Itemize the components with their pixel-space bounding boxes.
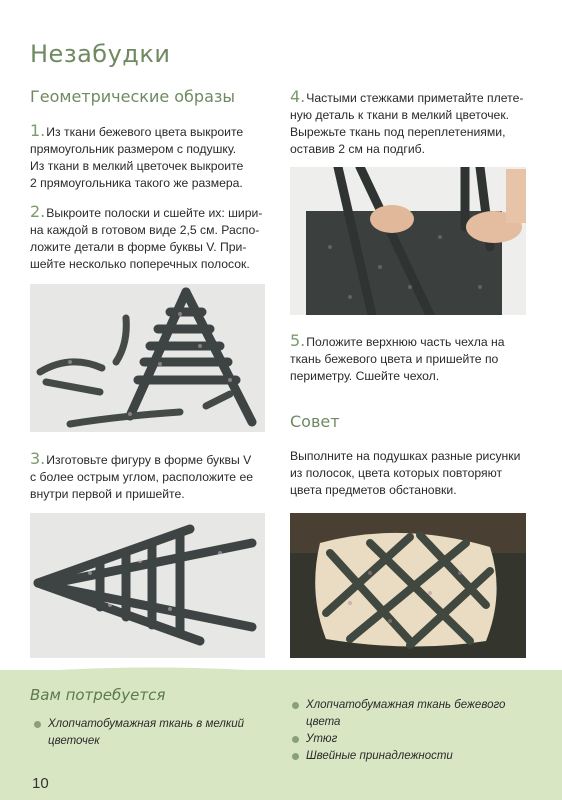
step-number: 1. <box>30 121 46 140</box>
step-text-line: ложите детали в форме буквы V. При- <box>30 240 247 254</box>
step-text-line: Выкроите полоски и сшейте их: шири- <box>46 206 263 220</box>
cushion-illustration <box>290 513 526 658</box>
requirement-item: Утюг <box>290 731 505 748</box>
step-text-line: Вырежьте ткань под переплетениями, <box>290 125 506 139</box>
step-text-line: Частыми стежками приметайте плете- <box>306 91 524 105</box>
requirements-list-right <box>290 697 505 765</box>
step-number: 4. <box>290 87 306 106</box>
tip-text-line: Выполните на подушках разные рисунки <box>290 449 521 463</box>
requirement-item: Швейные принадлежности <box>290 748 505 765</box>
page-title: Незабудки <box>30 40 171 68</box>
step-number: 5. <box>290 331 306 350</box>
requirement-item: Хлопчатобумажная ткань бежевого цвета <box>290 697 505 731</box>
requirements-title: Вам потребуется <box>30 686 166 704</box>
step-text-line: Положите верхнюю часть чехла на <box>306 335 505 349</box>
step-2 <box>30 203 262 273</box>
tip-title: Совет <box>290 412 340 431</box>
step-5 <box>290 332 505 385</box>
step-number: 2. <box>30 202 46 221</box>
section-subtitle: Геометрические образы <box>30 87 236 106</box>
step-text-line: с более острым углом, расположите ее <box>30 470 254 484</box>
step-number: 3. <box>30 449 46 468</box>
step-text-line: Изготовьте фигуру в форме буквы V <box>46 453 252 467</box>
step-text-line: прямоугольник размером с подушку. <box>30 142 237 156</box>
photo-woven-v <box>30 513 265 658</box>
step-text-line: 2 прямоугольника такого же размера. <box>30 176 243 190</box>
step-4 <box>290 88 523 158</box>
step-text-line: шейте несколько поперечных полосок. <box>30 257 250 271</box>
tip-text-line: цвета предметов обстановки. <box>290 483 457 497</box>
step-text-line: ную деталь к ткани в мелкий цветочек. <box>290 108 510 122</box>
tip-text <box>290 448 520 499</box>
photo-v-ladder <box>30 284 265 432</box>
fabric-v-shape-illustration <box>30 284 265 432</box>
step-text-line: ткань бежевого цвета и пришейте по <box>290 352 499 366</box>
step-text-line: внутри первой и пришейте. <box>30 487 185 501</box>
page-number: 10 <box>32 775 49 792</box>
step-text-line: Из ткани бежевого цвета выкроите <box>46 125 244 139</box>
tip-text-line: из полосок, цвета которых повторяют <box>290 466 503 480</box>
pinning-illustration <box>290 167 526 315</box>
step-3 <box>30 450 253 503</box>
requirement-item: Хлопчатобумажная ткань в мелкий цветочек <box>32 716 244 750</box>
requirements-list-left <box>32 716 244 750</box>
step-1 <box>30 122 243 192</box>
step-text-line: на каждой в готовом виде 2,5 см. Распо- <box>30 223 260 237</box>
step-text-line: Из ткани в мелкий цветочек выкроите <box>30 159 244 173</box>
step-text-line: оставив 2 см на подгиб. <box>290 142 425 156</box>
photo-pinning-fabric <box>290 167 526 315</box>
woven-fabric-illustration <box>30 513 265 658</box>
step-text-line: периметру. Сшейте чехол. <box>290 369 440 383</box>
photo-finished-cushion <box>290 513 526 658</box>
